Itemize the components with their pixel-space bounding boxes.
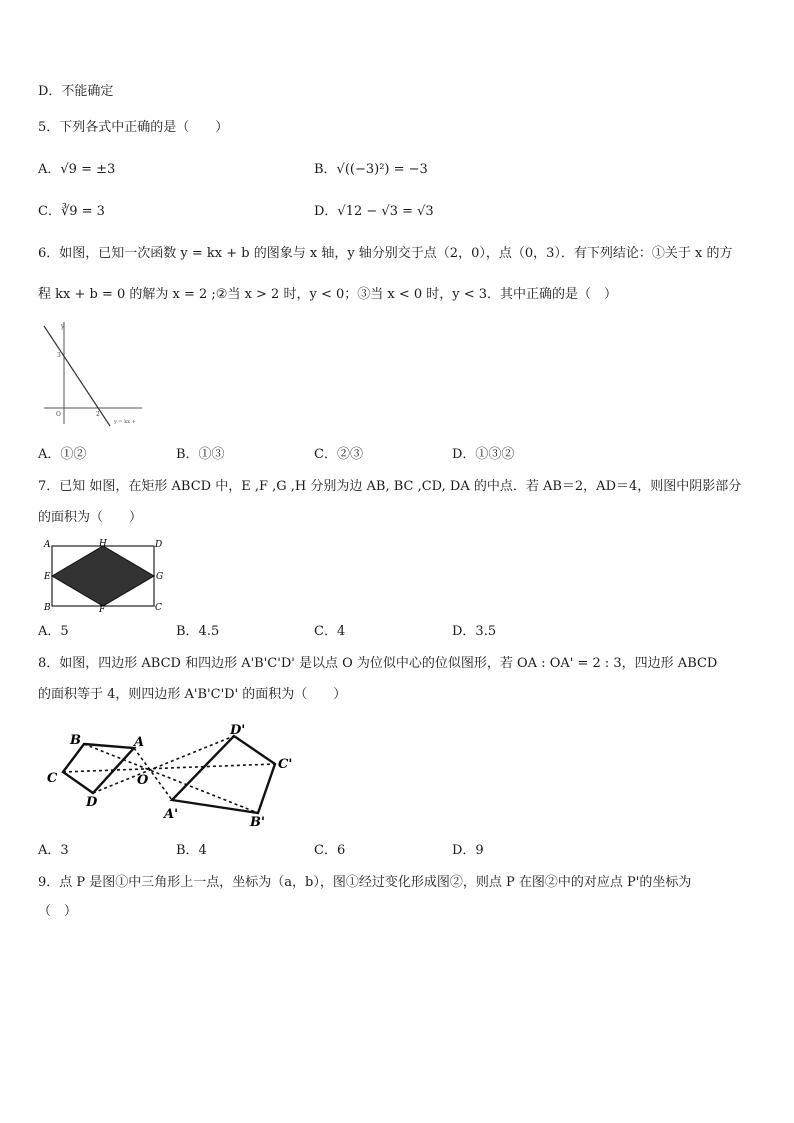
origin-label: O: [56, 411, 61, 418]
q6-graph-figure: [38, 320, 150, 432]
q5-option-d: D．√12 − √3 = √3: [314, 204, 434, 219]
q6-stem-line2: 程 kx + b = 0 的解为 x = 2 ;②当 x > 2 时，y < 0；③当 x < 0 时，y < 3．其中正确的是（ ）: [38, 287, 618, 302]
center-o-label: O: [137, 773, 149, 788]
y-axis-label: y: [61, 323, 65, 330]
point-c-label: C: [47, 771, 58, 786]
q9-stem-line1: 9．点 P 是图①中三角形上一点，坐标为（a，b），图①经过变化形成图②，则点 P 在图②中的对应点 P'的坐标为: [38, 875, 692, 890]
q8-option-c: C．6: [314, 843, 346, 858]
point-c-prime-label: C': [278, 757, 293, 772]
point-d-label: D: [86, 795, 98, 810]
point-a-label: A: [134, 735, 145, 750]
vertex-a-label: A: [44, 540, 51, 550]
point-d-prime-label: D': [230, 723, 246, 738]
q7-option-a: A．5: [38, 624, 69, 639]
q6-option-d: D．①③②: [452, 447, 515, 462]
vertex-g-label: G: [156, 572, 164, 582]
q5-option-c: C．∛9 = 3: [38, 204, 105, 219]
q5-option-b: B．√((−3)²) = −3: [314, 162, 428, 177]
q7-option-d: D．3.5: [452, 624, 497, 639]
q6-option-b: B．①③: [176, 447, 225, 462]
point-b-label: B: [70, 733, 81, 748]
shaded-rhombus: [52, 546, 154, 606]
q7-rectangle-figure: [38, 537, 168, 613]
q7-option-b: B．4.5: [176, 624, 220, 639]
intercept-3-label: 3: [57, 352, 61, 359]
quad-a2b2c2d2: [172, 736, 275, 813]
q8-option-d: D．9: [452, 843, 484, 858]
q8-option-a: A．3: [38, 843, 69, 858]
q6-option-c: C．②③: [314, 447, 363, 462]
q5-stem: 5．下列各式中正确的是（ ）: [38, 120, 229, 135]
q9-stem-line2: （ ）: [38, 904, 78, 919]
q6-option-a: A．①②: [38, 447, 87, 462]
function-line: [44, 326, 110, 426]
q6-stem-line1: 6．如图，已知一次函数 y = kx + b 的图象与 x 轴，y 轴分别交于点（2，0），点（0，3）．有下列结论：①关于 x 的方: [38, 246, 733, 261]
q8-homothety-figure: [40, 718, 302, 830]
q8-stem-line1: 8．如图，四边形 ABCD 和四边形 A'B'C'D' 是以点 O 为位似中心的位似图形，若 OA : OA' = 2 : 3，四边形 ABCD: [38, 656, 718, 671]
vertex-f-label: F: [99, 605, 106, 613]
q8-option-b: B．4: [176, 843, 207, 858]
intercept-2-label: 2: [96, 411, 100, 418]
vertex-h-label: H: [99, 539, 107, 549]
q7-stem-line1: 7．已知 如图，在矩形 ABCD 中，E ,F ,G ,H 分别为边 AB, BC ,CD, DA 的中点．若 AB＝2，AD＝4，则图中阴影部分: [38, 479, 742, 494]
quad-abcd: [63, 744, 134, 793]
point-b-prime-label: B': [250, 815, 265, 830]
q5-option-a: A．√9 = ±3: [38, 162, 116, 177]
q8-stem-line2: 的面积等于 4，则四边形 A'B'C'D' 的面积为（ ）: [38, 687, 347, 702]
q4-option-d: D．不能确定: [38, 84, 114, 99]
vertex-c-label: C: [155, 603, 162, 613]
point-a-prime-label: A': [164, 807, 179, 822]
q7-option-c: C．4: [314, 624, 346, 639]
function-label: y = kx +: [114, 419, 136, 425]
vertex-e-label: E: [44, 572, 51, 582]
vertex-d-label: D: [155, 540, 163, 550]
q7-stem-line2: 的面积为（ ）: [38, 510, 143, 525]
vertex-b-label: B: [44, 603, 51, 613]
